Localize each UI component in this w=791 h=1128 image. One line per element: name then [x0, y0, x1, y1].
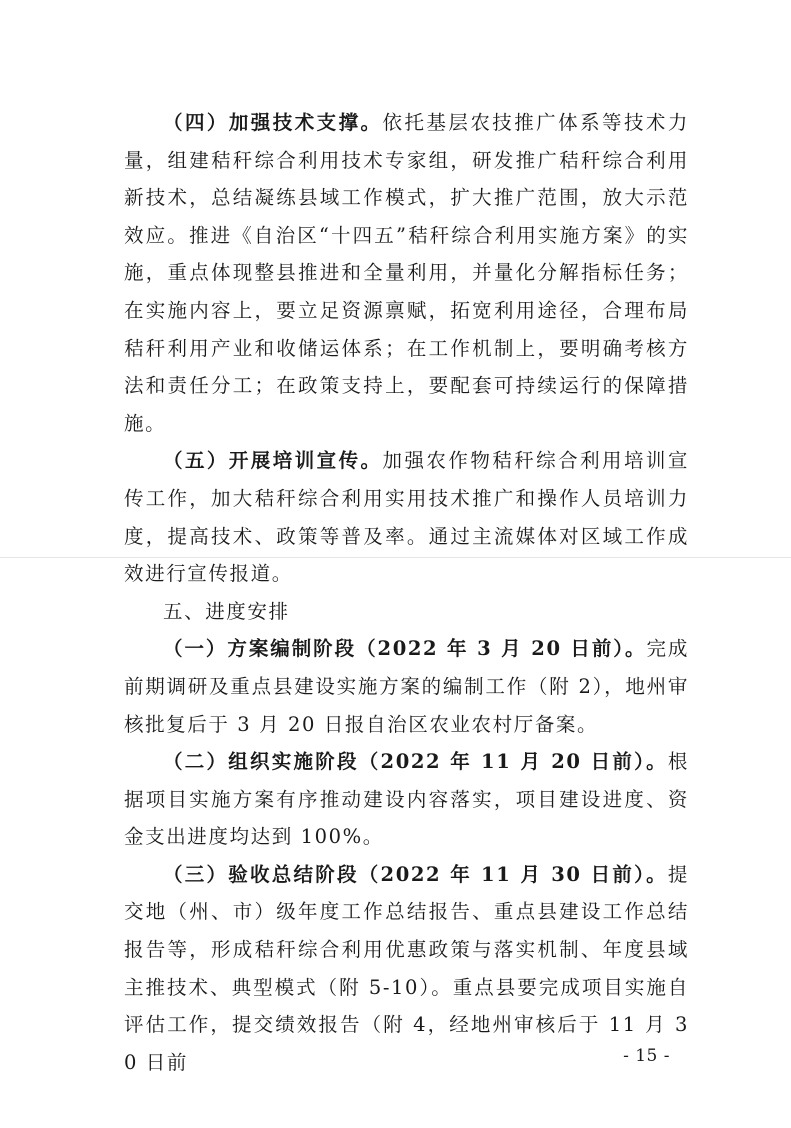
paragraph-stage-implementation — [124, 743, 689, 856]
paragraph-text: 完成前期调研及重点县建设实施方案的编制工作（附 2），地州审核批复后于 3 月 20 日报自治区农业农村厅备案。 — [124, 637, 689, 736]
document-body — [124, 104, 689, 1081]
paragraph-text: 加强农作物秸秆综合利用培训宣传工作，加大秸秆综合利用实用技术推广和操作人员培训力度，提高技术、政策等普及率。通过主流媒体对区域工作成效进行宣传报道。 — [124, 449, 689, 586]
scan-artifact-line — [0, 557, 791, 558]
paragraph-text: 根据项目实施方案有序推动建设内容落实，项目建设进度、资金支出进度均达到 100%。 — [124, 750, 689, 849]
paragraph-heading: （三）验收总结阶段（2022 年 11 月 30 日前）。 — [163, 862, 668, 886]
paragraph-technical-support — [124, 104, 689, 442]
paragraph-training-publicity — [124, 442, 689, 592]
paragraph-heading: （五）开展培训宣传。 — [163, 449, 383, 473]
section-title-schedule: 五、进度安排 — [163, 599, 290, 623]
paragraph-text: 依托基层农技推广体系等技术力量，组建秸秆综合利用技术专家组，研发推广秸秆综合利用新技术，总结凝练县域工作模式，扩大推广范围，放大示范效应。推进《自治区“十四五”秸秆综合利用实施方案》的实施，重点体现整县推进和全量利用，并量化分解指标任务；在实施内容上，要立足资源禀赋，拓宽利用途径，合理布局秸秆利用产业和收储运体系；在工作机制上，要明确考核方法和责任分工；在政策支持上，要配套可持续运行的保障措施。 — [124, 111, 689, 435]
paragraph-heading: （四）加强技术支撑。 — [163, 111, 383, 134]
page-number: - 15 - — [623, 1046, 670, 1066]
paragraph-heading: （一）方案编制阶段（2022 年 3 月 20 日前）。 — [163, 637, 647, 661]
paragraph-text: 提交地（州、市）级年度工作总结报告、重点县建设工作总结报告等，形成秸秆综合利用优惠政策与落实机制、年度县域主推技术、典型模式（附 5-10）。重点县要完成项目实施自评估工作，提交绩效报告（附 4，经地州审核后于 11 月 30 日前 — [124, 862, 689, 1074]
paragraph-stage-acceptance — [124, 856, 689, 1082]
paragraph-heading: （二）组织实施阶段（2022 年 11 月 20 日前）。 — [163, 750, 668, 774]
paragraph-stage-planning — [124, 630, 689, 743]
